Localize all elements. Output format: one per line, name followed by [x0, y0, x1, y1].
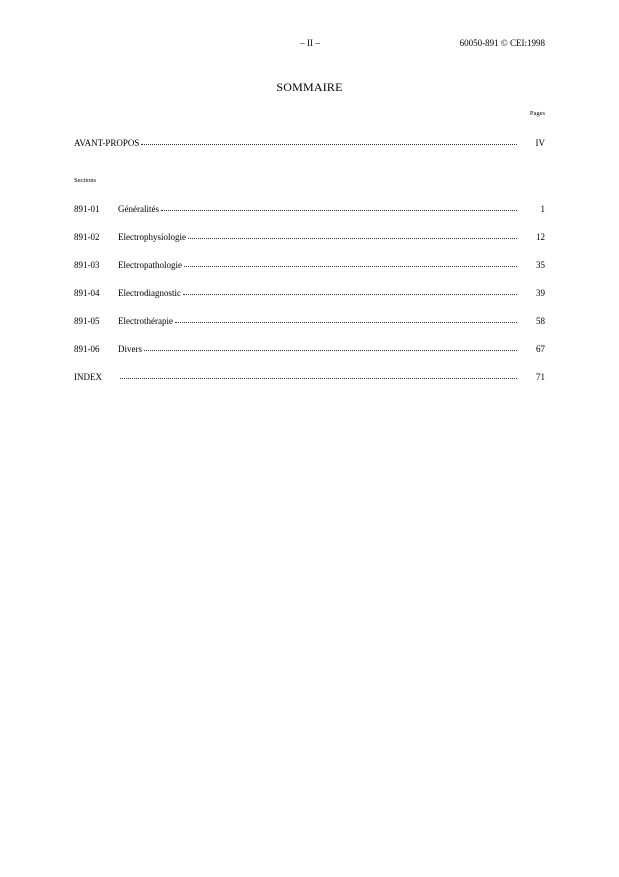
document-reference: 60050-891 © CEI:1998 [459, 38, 545, 48]
toc-section-number: 891-04 [74, 288, 100, 298]
toc-entry-section[interactable] [74, 203, 545, 215]
toc-leader-dots [188, 230, 517, 239]
toc-entry-page: 39 [536, 288, 545, 298]
toc-section-number: 891-06 [74, 344, 100, 354]
toc-section-number: 891-03 [74, 260, 100, 270]
toc-leader-dots [144, 342, 517, 351]
toc-section-number: 891-01 [74, 204, 100, 214]
toc-entry-page: 12 [536, 232, 545, 242]
toc-entry-page: 58 [536, 316, 545, 326]
toc-entry-page: 1 [540, 204, 545, 214]
toc-entry-page: 71 [536, 372, 545, 382]
toc-entry-page: 35 [536, 260, 545, 270]
toc-leader-dots [175, 314, 517, 323]
toc-entry-title: Electrothérapie [118, 316, 173, 326]
toc-leader-dots [120, 370, 517, 379]
toc-entry-section[interactable] [74, 287, 545, 299]
toc-entry-page: IV [535, 138, 545, 148]
toc-entry-title: Electropathologie [118, 260, 182, 270]
toc-entry-section[interactable] [74, 259, 545, 271]
toc-entry-section[interactable] [74, 315, 545, 327]
toc-leader-dots [161, 202, 517, 211]
toc-section-number: 891-05 [74, 316, 100, 326]
page-number: – II – [300, 38, 320, 48]
toc-entry-title: Généralités [118, 204, 159, 214]
toc-section-number: 891-02 [74, 232, 100, 242]
toc-leader-dots [183, 286, 517, 295]
toc-entry-title: INDEX [74, 372, 102, 382]
toc-entry-title: Electrodiagnostic [118, 288, 181, 298]
sections-label: Sections [74, 177, 97, 184]
toc-entry-section[interactable] [74, 231, 545, 243]
page-title: SOMMAIRE [276, 80, 343, 94]
toc-entry-page: 67 [536, 344, 545, 354]
toc-entry-title: Divers [118, 344, 142, 354]
toc-leader-dots [184, 258, 517, 267]
toc-entry-section[interactable] [74, 343, 545, 355]
toc-entry-index[interactable] [74, 371, 545, 383]
toc-entry-title: AVANT-PROPOS [74, 138, 140, 148]
toc-leader-dots [141, 136, 517, 145]
toc-entry-title: Electrophysiologie [118, 232, 186, 242]
pages-column-label: Pages [529, 110, 545, 117]
toc-entry-foreword[interactable] [74, 137, 545, 149]
